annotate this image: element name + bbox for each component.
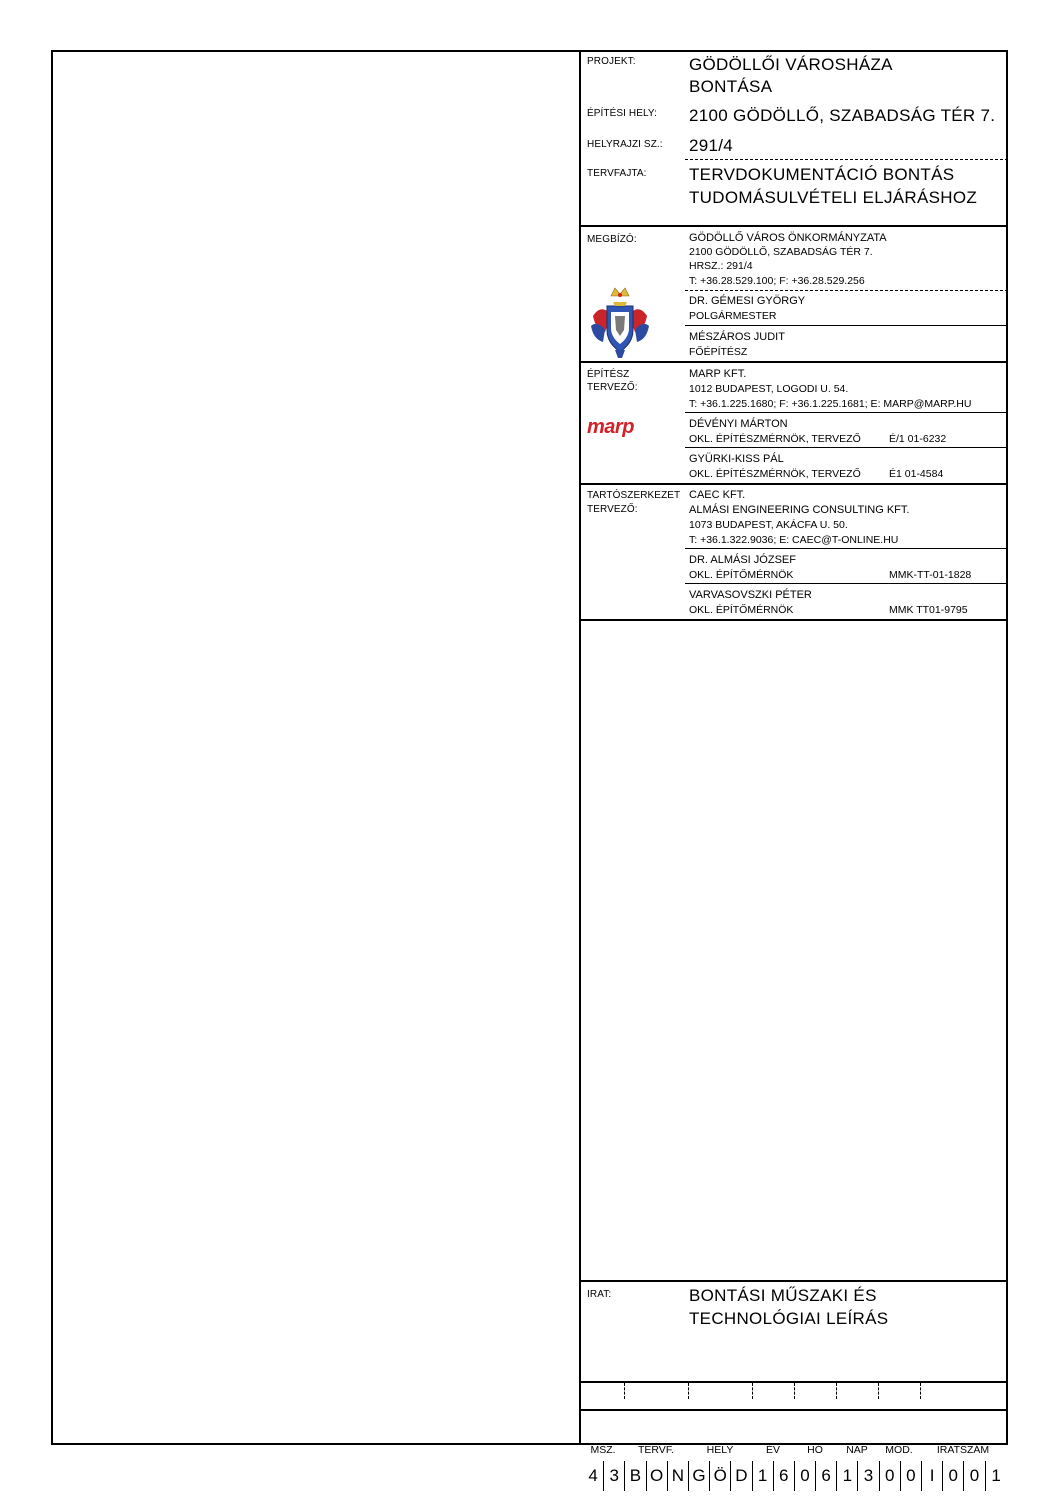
epitesz-label-line1: ÉPÍTÉSZ — [587, 369, 630, 380]
code-cell: 0 — [943, 1461, 964, 1491]
code-header-tervf: TERVF. — [638, 1444, 674, 1456]
irat-label: IRAT: — [587, 1289, 612, 1300]
section-divider — [581, 619, 1008, 621]
section-divider — [581, 1280, 1008, 1282]
tartoszerkezet-person2-id: MMK TT01-9795 — [889, 604, 968, 616]
megbizo-label: MEGBÍZÓ: — [587, 234, 637, 245]
helyrajzi-value: 291/4 — [689, 136, 734, 155]
tartoszerkezet-label-line2: TERVEZŐ: — [587, 504, 638, 515]
code-cell: D — [731, 1461, 752, 1491]
marp-logo: marp — [587, 416, 634, 438]
megbizo-person1-role: POLGÁRMESTER — [689, 310, 777, 322]
code-header-iratszam: IRATSZÁM — [936, 1444, 990, 1456]
divider — [688, 1383, 689, 1399]
code-cell: 3 — [604, 1461, 625, 1491]
tartoszerkezet-person1-role: OKL. ÉPÍTŐMÉRNÖK — [689, 569, 794, 581]
epitesz-person1-name: DÉVÉNYI MÁRTON — [689, 418, 788, 430]
code-header-hely: HELY — [706, 1444, 734, 1456]
code-cell: Ö — [710, 1461, 731, 1491]
tartoszerkezet-company: CAEC KFT. — [689, 489, 746, 501]
tervfajta-value-line1: TERVDOKUMENTÁCIÓ BONTÁS — [689, 165, 955, 184]
code-header-ho: HÓ — [807, 1444, 823, 1456]
irat-title-line2: TECHNOLÓGIAI LEÍRÁS — [689, 1309, 889, 1328]
code-header-mod: MÓD. — [885, 1444, 913, 1456]
code-cell: 1 — [837, 1461, 858, 1491]
tartoszerkezet-company-full: ALMÁSI ENGINEERING CONSULTING KFT. — [689, 504, 910, 516]
epitesz-person1-id: É/1 01-6232 — [889, 433, 947, 445]
section-divider — [581, 483, 1008, 485]
epitesz-person2-id: É1 01-4584 — [889, 468, 944, 480]
megbizo-contact: T: +36.28.529.100; F: +36.28.529.256 — [689, 275, 865, 287]
epitesz-company: MARP KFT. — [689, 368, 747, 380]
code-cell: 0 — [795, 1461, 816, 1491]
divider — [836, 1383, 837, 1399]
divider — [920, 1383, 921, 1399]
tartoszerkezet-person1-name: DR. ALMÁSI JÓZSEF — [689, 554, 796, 566]
code-header-nap: NAP — [846, 1444, 868, 1456]
megbizo-name: GÖDÖLLŐ VÁROS ÖNKORMÁNYZATA — [689, 232, 887, 244]
code-cell: O — [647, 1461, 668, 1491]
divider — [685, 159, 1008, 160]
epitesz-contact: T: +36.1.225.1680; F: +36.1.225.1681; E: MARP@MARP.HU — [689, 398, 972, 410]
code-header-msz: MSZ. — [590, 1444, 616, 1456]
code-cell: G — [689, 1461, 710, 1491]
code-cell: 3 — [858, 1461, 879, 1491]
megbizo-person2-role: FŐÉPÍTÉSZ — [689, 346, 748, 358]
code-cell: 0 — [964, 1461, 985, 1491]
divider — [685, 548, 1008, 549]
divider — [794, 1383, 795, 1399]
code-cell: 0 — [880, 1461, 901, 1491]
divider — [685, 447, 1008, 448]
irat-title-line1: BONTÁSI MŰSZAKI ÉS — [689, 1286, 877, 1305]
tartoszerkezet-label-line1: TARTÓSZERKEZET — [587, 490, 681, 501]
epitesz-person2-role: OKL. ÉPÍTÉSZMÉRNÖK, TERVEZŐ — [689, 468, 861, 480]
tartoszerkezet-person2-name: VARVASOVSZKI PÉTER — [689, 589, 812, 601]
divider — [685, 325, 1008, 326]
code-cell: B — [625, 1461, 646, 1491]
code-cell: 1 — [753, 1461, 774, 1491]
code-header-ev: ÉV — [765, 1444, 780, 1456]
code-cell: 1 — [991, 1466, 1001, 1485]
projekt-label: PROJEKT: — [587, 56, 636, 67]
divider — [685, 412, 1008, 413]
divider — [878, 1383, 879, 1399]
megbizo-person1-name: DR. GÉMESI GYÖRGY — [689, 295, 806, 307]
section-divider — [581, 1409, 1008, 1411]
projekt-value-line1: GÖDÖLLŐI VÁROSHÁZA — [689, 55, 893, 74]
epitesz-person2-name: GYÜRKI-KISS PÁL — [689, 453, 784, 465]
tartoszerkezet-contact: T: +36.1.322.9036; E: CAEC@T-ONLINE.HU — [689, 534, 899, 546]
epitesi-hely-value: 2100 GÖDÖLLŐ, SZABADSÁG TÉR 7. — [689, 106, 996, 125]
projekt-value-line2: BONTÁSA — [689, 77, 773, 96]
code-cell: 6 — [774, 1461, 795, 1491]
epitesz-person1-role: OKL. ÉPÍTÉSZMÉRNÖK, TERVEZŐ — [689, 433, 861, 445]
code-cell: N — [668, 1461, 689, 1491]
title-block — [579, 50, 1008, 1485]
tervfajta-value-line2: TUDOMÁSULVÉTELI ELJÁRÁSHOZ — [689, 188, 978, 207]
city-crest-icon — [589, 286, 651, 360]
megbizo-hrsz: HRSZ.: 291/4 — [689, 260, 753, 272]
epitesz-label-line2: TERVEZŐ: — [587, 382, 638, 393]
code-cell: 0 — [901, 1461, 922, 1491]
code-cell: 4 — [583, 1461, 604, 1491]
divider — [685, 583, 1008, 584]
tartoszerkezet-person1-id: MMK-TT-01-1828 — [889, 569, 972, 581]
section-divider — [581, 225, 1008, 227]
divider — [624, 1383, 625, 1399]
code-cell: 6 — [816, 1461, 837, 1491]
helyrajzi-label: HELYRAJZI SZ.: — [587, 139, 663, 150]
document-code-cells — [583, 1461, 1007, 1491]
epitesi-hely-label: ÉPÍTÉSI HELY: — [587, 108, 658, 119]
section-divider — [581, 361, 1008, 363]
code-cell: I — [922, 1461, 943, 1491]
megbizo-person2-name: MÉSZÁROS JUDIT — [689, 331, 785, 343]
megbizo-address: 2100 GÖDÖLLŐ, SZABADSÁG TÉR 7. — [689, 246, 873, 258]
tervfajta-label: TERVFAJTA: — [587, 168, 647, 179]
tartoszerkezet-person2-role: OKL. ÉPÍTŐMÉRNÖK — [689, 604, 794, 616]
tartoszerkezet-address: 1073 BUDAPEST, AKÁCFA U. 50. — [689, 519, 848, 531]
divider — [685, 290, 1008, 291]
divider — [752, 1383, 753, 1399]
epitesz-address: 1012 BUDAPEST, LOGODI U. 54. — [689, 383, 849, 395]
